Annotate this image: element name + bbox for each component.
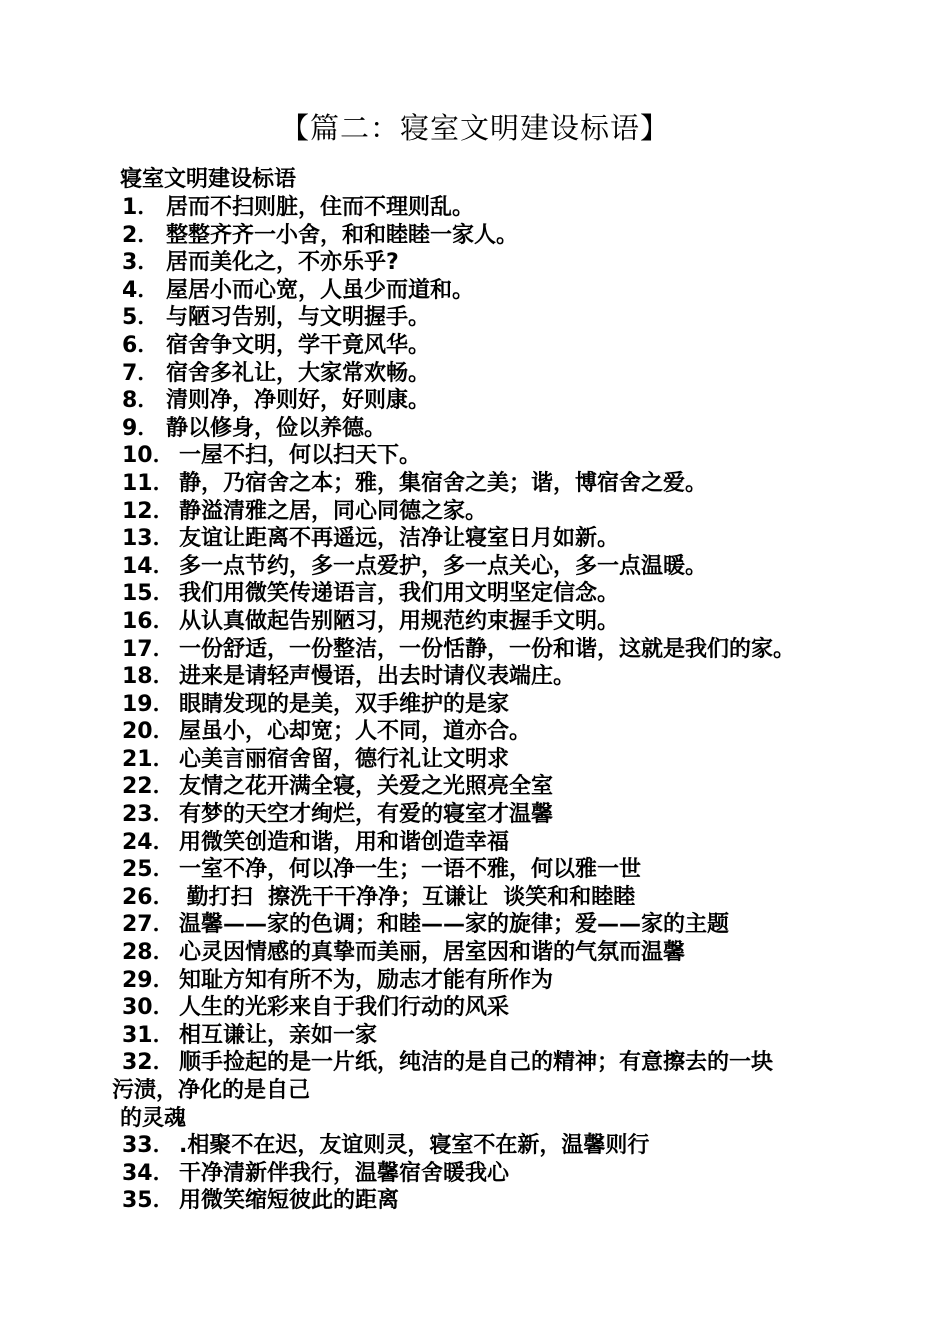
list-item	[116, 332, 946, 360]
list-item	[116, 691, 946, 719]
list-item	[116, 967, 946, 995]
slogan-items-after	[116, 1132, 946, 1215]
item-text: 知耻方知有所不为，励志才能有所作为	[179, 967, 554, 993]
item-number: 16．	[122, 608, 175, 634]
item-text: 用微笑创造和谐，用和谐创造幸福	[179, 829, 510, 855]
item-text: 静溢清雅之居，同心同德之家。	[179, 498, 488, 524]
item-number: 29．	[122, 967, 175, 993]
page-title: 【篇二：寝室文明建设标语】	[279, 111, 670, 145]
item-number: 22．	[122, 774, 175, 800]
item-number: 18．	[122, 664, 175, 690]
item-text: 勤打扫 擦洗干干净净；互谦让 谈笑和和睦睦	[179, 884, 636, 910]
item-number: 32．	[122, 1050, 175, 1076]
item-text: 相互谦让，亲如一家	[179, 1022, 378, 1048]
item-number: 33．	[122, 1133, 175, 1159]
item-number: 23．	[122, 802, 175, 828]
item-number: 8．	[122, 388, 160, 414]
item-text: 我们用微笑传递语言，我们用文明坚定信念。	[179, 581, 620, 607]
list-item	[116, 194, 946, 222]
list-item	[116, 994, 946, 1022]
list-item	[116, 580, 946, 608]
list-item	[116, 222, 946, 250]
list-item	[116, 553, 946, 581]
item-number: 13．	[122, 526, 175, 552]
list-item	[116, 498, 946, 526]
item-text: 一室不净，何以净一生；一语不雅，何以雅一世	[179, 857, 642, 883]
item-text: 进来是请轻声慢语，出去时请仪表端庄。	[179, 664, 576, 690]
item-text: 一份舒适，一份整洁，一份恬静，一份和谐，这就是我们的家。	[179, 636, 796, 662]
slogan-item-32-continuation-2: 的灵魂	[120, 1105, 187, 1131]
list-item	[116, 442, 946, 470]
item-text: 顺手捡起的是一片纸，纯洁的是自己的精神；有意擦去的一块	[179, 1050, 774, 1076]
item-text: 心灵因情感的真挚而美丽，居室因和谐的气氛而温馨	[179, 940, 686, 966]
item-text: 从认真做起告别陋习，用规范约束握手文明。	[179, 608, 620, 634]
item-number: 19．	[122, 691, 175, 717]
item-number: 7．	[122, 360, 160, 386]
slogan-items	[116, 194, 946, 1077]
item-text: 宿舍多礼让，大家常欢畅。	[166, 360, 431, 386]
list-item	[116, 1160, 946, 1188]
item-number: 6．	[122, 332, 160, 358]
list-item	[116, 304, 946, 332]
item-number: 15．	[122, 581, 175, 607]
item-number: 4．	[122, 277, 160, 303]
list-item	[116, 415, 946, 443]
list-item	[116, 249, 946, 277]
slogan-list	[112, 166, 946, 1215]
item-number: 20．	[122, 719, 175, 745]
list-item	[116, 608, 946, 636]
item-text: 屋虽小，心却宽；人不同，道亦合。	[179, 719, 532, 745]
item-text: 居而不扫则脏，住而不理则乱。	[166, 195, 475, 220]
item-number: 27．	[122, 912, 175, 938]
item-number: 35．	[122, 1188, 175, 1214]
list-item	[116, 829, 946, 857]
item-number: 30．	[122, 995, 175, 1021]
list-item	[116, 663, 946, 691]
item-text: 静以修身，俭以养德。	[166, 415, 387, 441]
item-text: 干净清新伴我行，温馨宿舍暖我心	[179, 1160, 510, 1186]
item-number: 1．	[122, 195, 160, 220]
item-number: 31．	[122, 1022, 175, 1048]
item-text: 友情之花开满全寝，关爱之光照亮全室	[179, 774, 554, 800]
list-item	[116, 1132, 946, 1160]
list-item	[116, 801, 946, 829]
item-text: 清则净，净则好，好则康。	[166, 388, 431, 414]
item-number: 24．	[122, 829, 175, 855]
item-text: 屋居小而心宽，人虽少而道和。	[166, 277, 475, 303]
item-number: 12．	[122, 498, 175, 524]
item-number: 21．	[122, 746, 175, 772]
item-text: 心美言丽宿舍留，德行礼让文明求	[179, 746, 510, 772]
item-text: 眼睛发现的是美，双手维护的是家	[179, 691, 510, 717]
list-item	[116, 939, 946, 967]
item-number: 17．	[122, 636, 175, 662]
list-item	[116, 1187, 946, 1215]
list-item	[116, 387, 946, 415]
item-text: 温馨——家的色调；和睦——家的旋律；爱——家的主题	[179, 912, 730, 938]
list-item	[116, 360, 946, 388]
list-item	[116, 773, 946, 801]
slogan-item-32-continuation: 污渍，净化的是自己	[112, 1078, 311, 1103]
item-number: 28．	[122, 940, 175, 966]
item-text: 静，乃宿舍之本；雅，集宿舍之美；谐，博宿舍之爱。	[179, 470, 708, 496]
item-number: 11．	[122, 470, 175, 496]
list-item	[116, 911, 946, 939]
item-text: 有梦的天空才绚烂，有爱的寝室才温馨	[179, 802, 554, 828]
item-text: 用微笑缩短彼此的距离	[179, 1188, 400, 1214]
item-number: 2．	[122, 222, 160, 248]
item-number: 25．	[122, 857, 175, 883]
list-item	[116, 525, 946, 553]
item-text: 多一点节约，多一点爱护，多一点关心，多一点温暖。	[179, 553, 708, 579]
list-item	[116, 470, 946, 498]
item-text: 整整齐齐一小舍，和和睦睦一家人。	[166, 222, 519, 248]
item-number: 9．	[122, 415, 160, 441]
item-number: 34．	[122, 1160, 175, 1186]
item-text: 人生的光彩来自于我们行动的风采	[179, 995, 510, 1021]
list-item	[116, 636, 946, 664]
item-text: 一屋不扫，何以扫天下。	[179, 443, 422, 469]
list-item	[116, 718, 946, 746]
section-heading: 寝室文明建设标语	[120, 167, 297, 192]
list-item	[116, 1022, 946, 1050]
item-number: 14．	[122, 553, 175, 579]
list-item	[116, 277, 946, 305]
item-text: 宿舍争文明，学干竟风华。	[166, 332, 431, 358]
item-text: .相聚不在迟，友谊则灵，寝室不在新，温馨则行	[179, 1133, 650, 1159]
item-number: 10．	[122, 443, 175, 469]
item-number: 26．	[122, 884, 175, 910]
item-text: 居而美化之，不亦乐乎?	[166, 250, 399, 276]
list-item	[116, 856, 946, 884]
item-text: 与陋习告别，与文明握手。	[166, 305, 431, 331]
item-number: 5．	[122, 305, 160, 331]
item-text: 友谊让距离不再遥远，洁净让寝室日月如新。	[179, 526, 620, 552]
item-number: 3．	[122, 250, 160, 276]
list-item	[116, 884, 946, 912]
list-item	[116, 746, 946, 774]
list-item	[116, 1049, 946, 1077]
